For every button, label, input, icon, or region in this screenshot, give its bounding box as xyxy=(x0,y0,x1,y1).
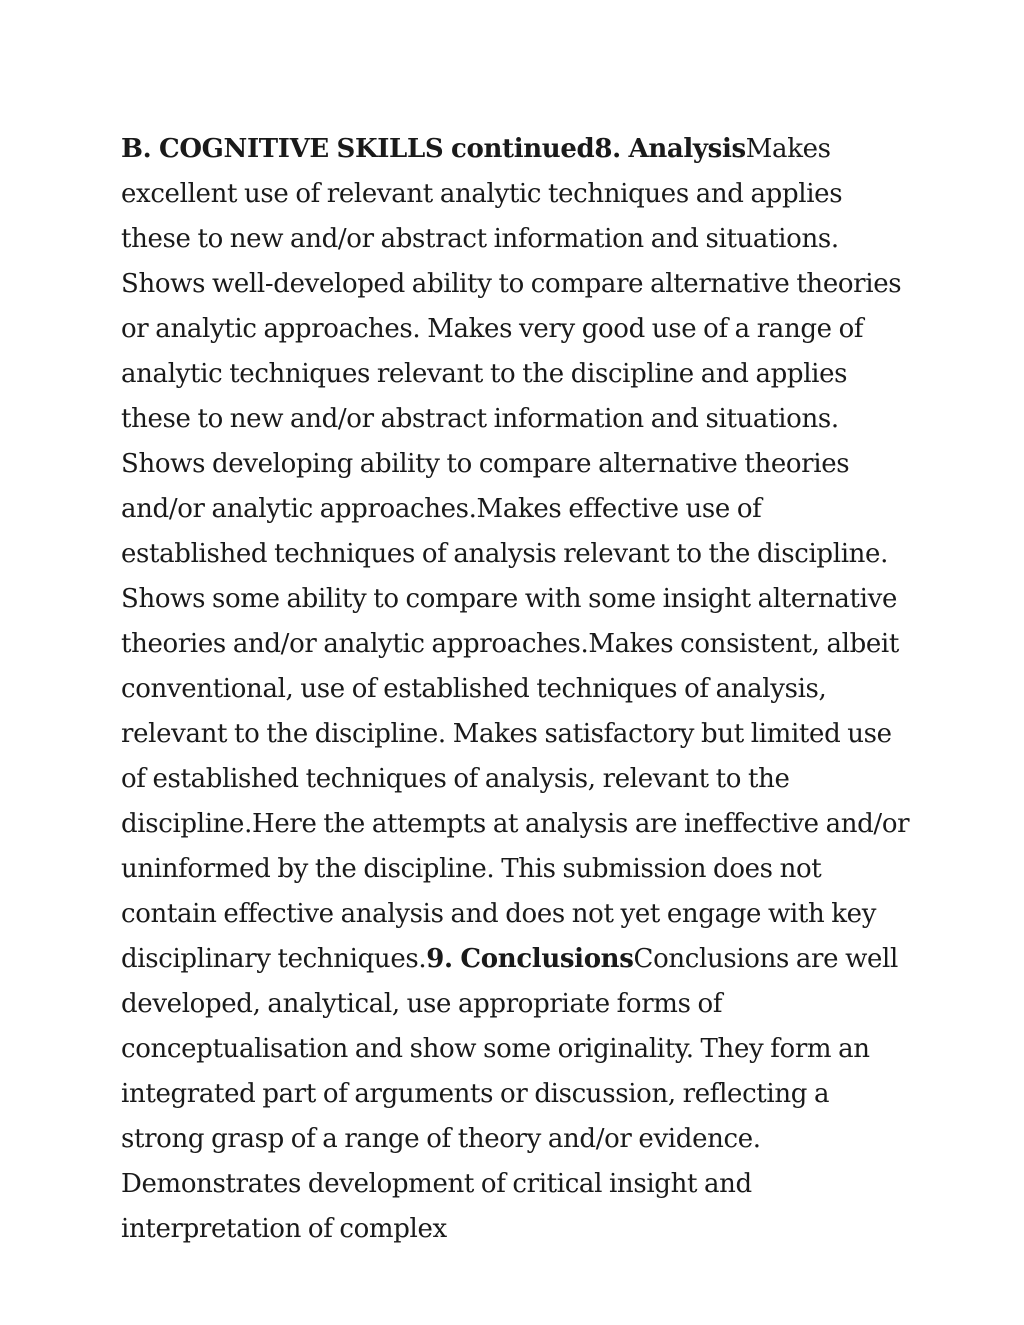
section-heading: B. COGNITIVE SKILLS continued xyxy=(121,134,595,164)
analysis-text: Makes excellent use of relevant analytic techniques and applies these to new and/or abstract information and situations. Shows well-developed ability to compare alternative theories or analytic approaches. Makes very good use of a range of analytic techniques relevant to the discipline and applies these to new and/or abstract information and situations. Shows developing ability to compare alternative theories and/or analytic approaches.Makes effective use of established techniques of analysis relevant to the discipline. Shows some ability to compare with some insight alternative theories and/or analytic approaches.Makes consistent, albeit conventional, use of established techniques of analysis, relevant to the discipline. Makes satisfactory but limited use of established techniques of analysis, relevant to the discipline.Here the attempts at analysis are ineffective and/or uninformed by the discipline. This submission does not contain effective analysis and does not yet engage with key disciplinary techniques. xyxy=(121,134,910,974)
body-paragraph xyxy=(121,127,911,1252)
conclusions-heading: 9. Conclusions xyxy=(426,944,634,974)
document-body xyxy=(121,127,911,1252)
analysis-heading: 8. Analysis xyxy=(594,134,746,164)
conclusions-text: Conclusions are well developed, analytical, use appropriate forms of conceptualisation and show some originality. They form an integrated part of arguments or discussion, reflecting a strong grasp of a range of theory and/or evidence. Demonstrates development of critical insight and interpretation of complex xyxy=(121,944,898,1244)
